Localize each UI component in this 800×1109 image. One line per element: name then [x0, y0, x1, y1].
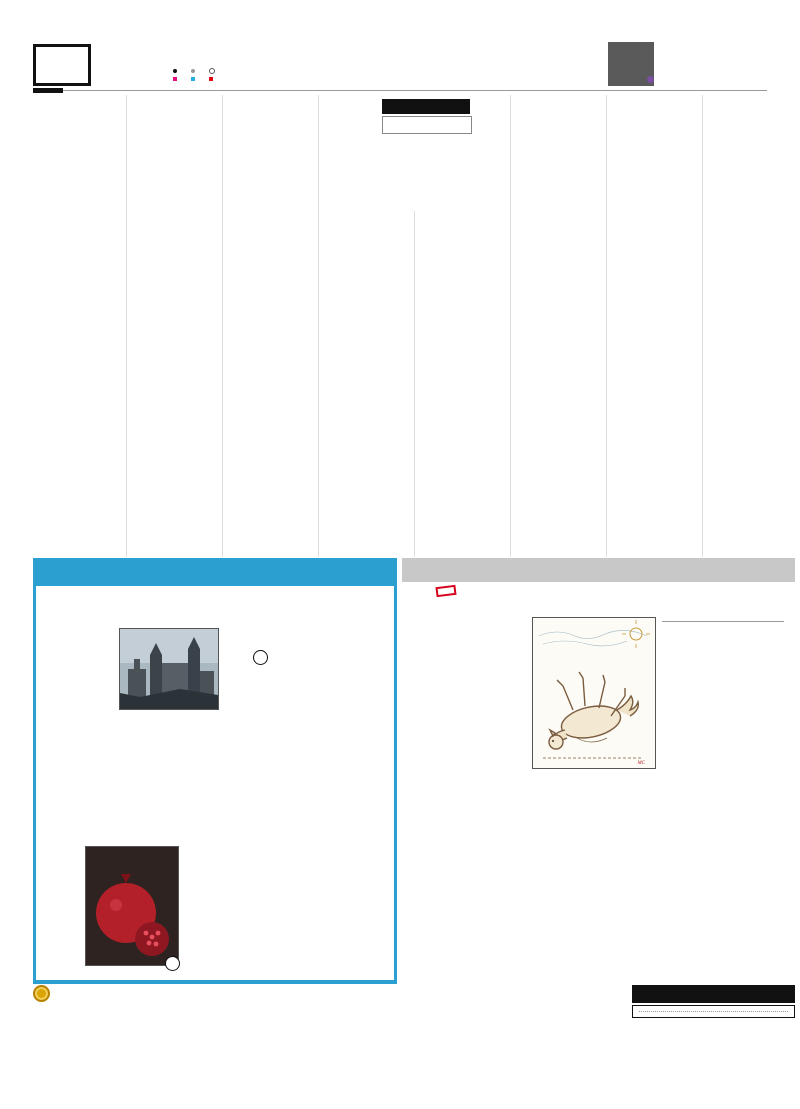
legend-events	[187, 68, 197, 76]
award-medal-icon	[33, 985, 50, 1002]
crossword-answers	[328, 586, 394, 980]
burda-column-1	[402, 617, 524, 774]
listings-column-6	[510, 95, 603, 557]
crossword-photo-castle	[119, 628, 219, 710]
sunday-weekday	[382, 99, 470, 114]
burda-cartoon	[532, 617, 656, 769]
crossword-photo-pomegranate	[85, 846, 179, 966]
masthead	[701, 44, 800, 47]
crossword-section	[33, 558, 397, 984]
burda-section	[402, 558, 795, 984]
burda-column-2	[532, 617, 654, 774]
legend-folk	[205, 68, 217, 76]
listings-column-1	[33, 95, 123, 557]
pomegranate-illustration	[86, 847, 178, 965]
burda-columns	[402, 617, 795, 774]
burda-header-bar	[402, 558, 795, 582]
regional-square-icon	[173, 77, 177, 81]
listings-column-7	[606, 95, 699, 557]
crossword-photo2-number	[165, 956, 180, 971]
burda-fineprint	[662, 621, 784, 624]
legend-sport	[187, 76, 197, 83]
legend-label-1	[97, 68, 161, 76]
castle-illustration	[120, 629, 218, 709]
legend-dayoff	[205, 76, 215, 83]
first-publication-stamp	[436, 585, 457, 597]
legend-holidays	[169, 68, 179, 76]
event-dot-icon	[191, 69, 195, 73]
listings-column-2	[126, 95, 219, 557]
burda-column-3	[662, 617, 784, 774]
sunday-date-block	[340, 95, 472, 211]
listings-column-8	[702, 95, 795, 557]
holiday-dot-icon	[173, 69, 177, 73]
tv-listings-grid	[33, 95, 795, 557]
legend-label-2	[97, 76, 161, 83]
folk-dot-icon	[209, 68, 215, 74]
page-header	[33, 42, 767, 90]
page-number-dot-icon	[647, 76, 654, 83]
crossword-header	[33, 558, 397, 584]
legend-regional	[169, 76, 179, 83]
circulation-box	[632, 985, 795, 1018]
legend	[97, 68, 527, 83]
tv-section-logo	[33, 44, 91, 86]
page-footer	[33, 985, 795, 1006]
svg-text:МС: МС	[637, 761, 645, 766]
sunday-month	[382, 116, 472, 134]
sport-square-icon	[191, 77, 195, 81]
dayoff-square-icon	[209, 77, 213, 81]
header-rule	[33, 90, 767, 91]
fallen-pegasus-cartoon	[533, 618, 655, 768]
listings-column-3	[222, 95, 315, 557]
crossword-photo1-number	[253, 650, 268, 665]
